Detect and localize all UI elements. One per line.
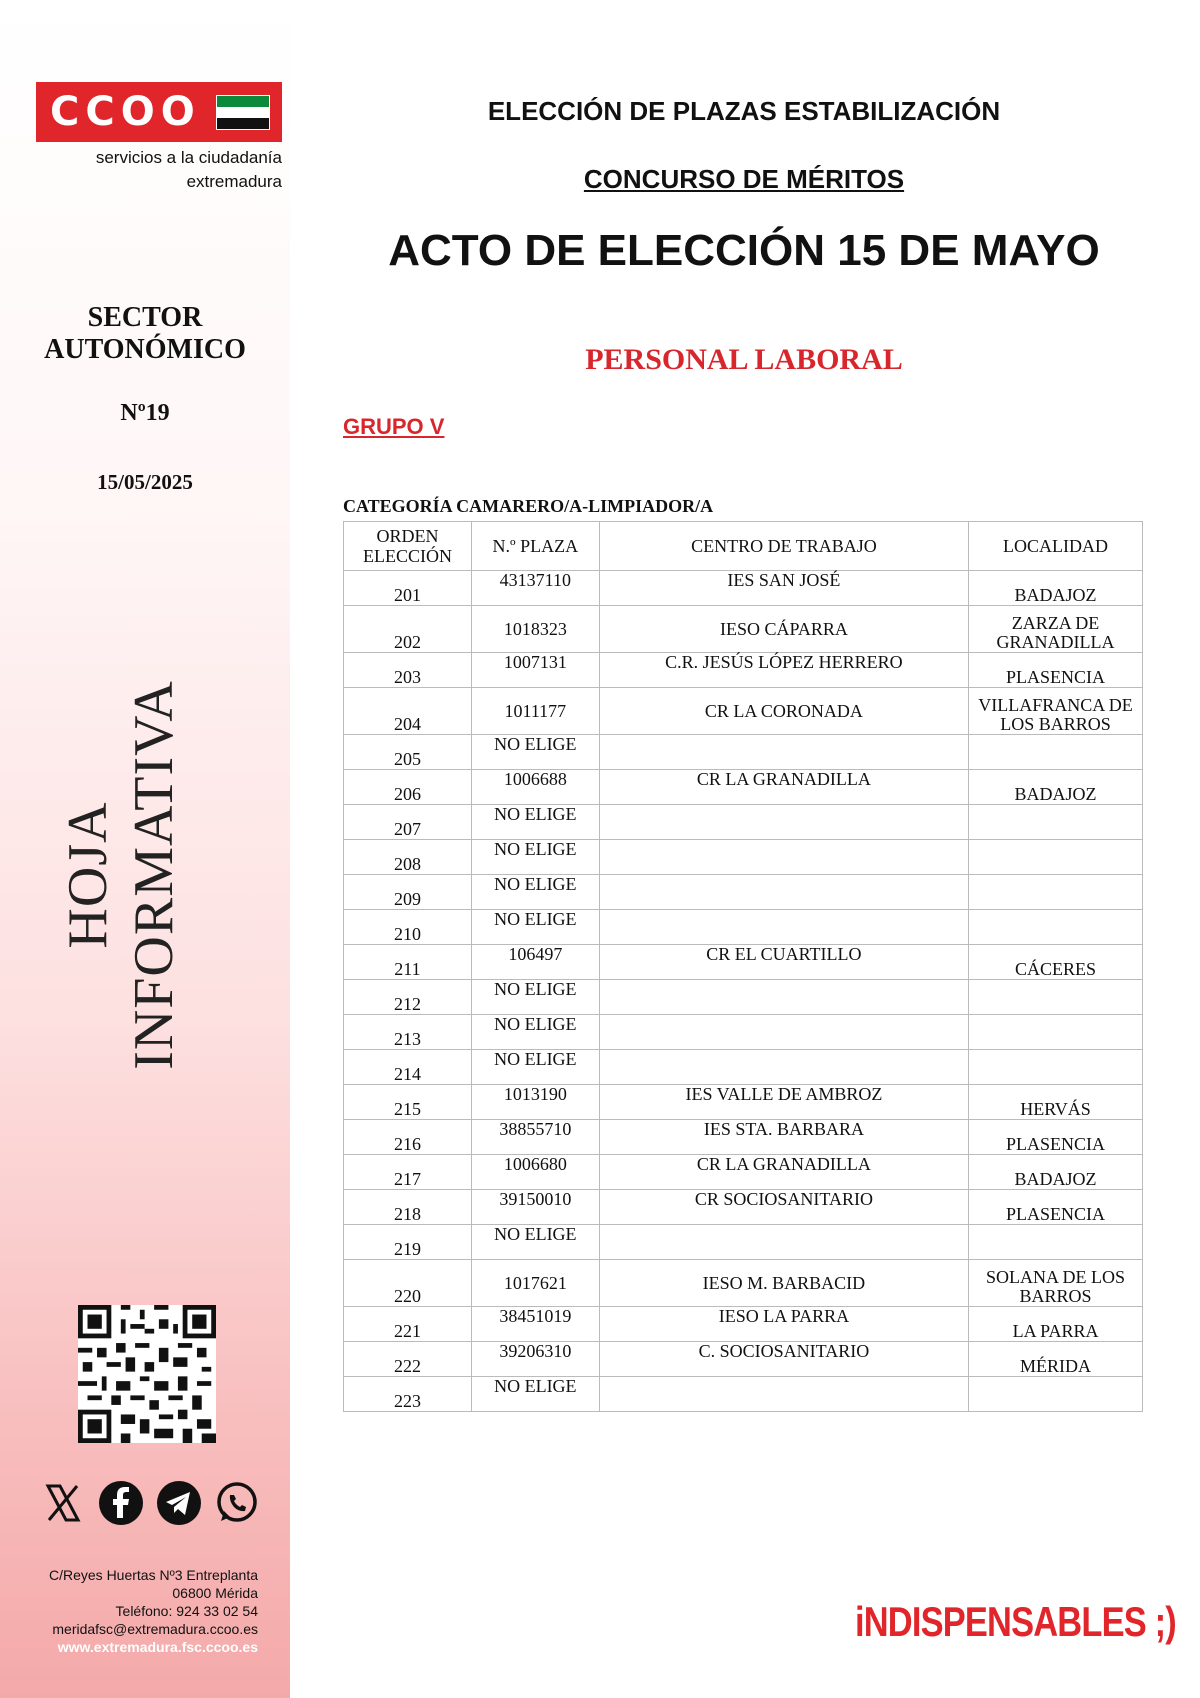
categoria-heading: CATEGORÍA CAMARERO/A-LIMPIADOR/A [343, 496, 714, 516]
cell-localidad: BADAJOZ [969, 1155, 1143, 1190]
cell-centro: IES STA. BARBARA [599, 1120, 968, 1155]
cell-orden: 223 [344, 1377, 472, 1412]
cell-orden: 212 [344, 980, 472, 1015]
cell-centro: IESO LA PARRA [599, 1307, 968, 1342]
table-row [344, 1377, 1143, 1412]
cell-centro [599, 875, 968, 910]
address-web[interactable]: www.extremadura.fsc.ccoo.es [57, 1639, 258, 1655]
logo-subtitle [36, 146, 282, 194]
table-row [344, 1015, 1143, 1050]
cell-orden: 217 [344, 1155, 472, 1190]
cell-localidad [969, 1225, 1143, 1260]
cell-localidad [969, 980, 1143, 1015]
cell-orden: 201 [344, 571, 472, 606]
address-phone: Teléfono: 924 33 02 54 [115, 1603, 258, 1619]
table-row [344, 1120, 1143, 1155]
cell-localidad [969, 805, 1143, 840]
cell-plaza: NO ELIGE [471, 840, 599, 875]
issue-date: 15/05/2025 [97, 470, 193, 494]
doc-subtitle [340, 164, 1148, 195]
cell-plaza: 43137110 [471, 571, 599, 606]
cell-localidad [969, 840, 1143, 875]
cell-centro: IESO CÁPARRA [599, 606, 968, 653]
cell-centro [599, 1050, 968, 1085]
hoja-informativa-label [55, 650, 187, 1100]
cell-centro: IESO M. BARBACID [599, 1260, 968, 1307]
cell-plaza: 1018323 [471, 606, 599, 653]
cell-localidad: SOLANA DE LOS BARROS [969, 1260, 1143, 1307]
address-email[interactable]: meridafsc@extremadura.ccoo.es [52, 1621, 258, 1637]
cell-localidad: PLASENCIA [969, 1120, 1143, 1155]
indispensables-slogan: iNDISPENSABLES ;) [855, 1598, 1176, 1645]
col-orden-header [344, 522, 472, 571]
doc-title: ELECCIÓN DE PLAZAS ESTABILIZACIÓN [487, 96, 1001, 126]
cell-plaza: 106497 [471, 945, 599, 980]
table-header-row [344, 522, 1143, 571]
logo-subtitle-line2: extremadura [186, 172, 282, 191]
cell-centro: CR SOCIOSANITARIO [599, 1190, 968, 1225]
logo-subtitle-line1: servicios a la ciudadanía [95, 148, 282, 167]
cell-plaza: NO ELIGE [471, 735, 599, 770]
cell-orden: 206 [344, 770, 472, 805]
cell-centro: IES VALLE DE AMBROZ [599, 1085, 968, 1120]
sector-label [20, 302, 270, 366]
col-plaza-header: N.º PLAZA [471, 522, 599, 571]
facebook-icon[interactable] [98, 1480, 144, 1526]
doc-heading: ACTO DE ELECCIÓN 15 DE MAYO [388, 226, 1100, 275]
cell-centro [599, 1377, 968, 1412]
table-row [344, 1342, 1143, 1377]
cell-localidad: PLASENCIA [969, 1190, 1143, 1225]
table-row [344, 805, 1143, 840]
table-row [344, 1225, 1143, 1260]
table-row [344, 606, 1143, 653]
doc-subtitle-text: CONCURSO DE MÉRITOS [583, 164, 905, 194]
cell-plaza: NO ELIGE [471, 1050, 599, 1085]
col-orden-header-line1: ORDEN [376, 526, 439, 546]
social-links [40, 1480, 260, 1528]
cell-centro [599, 1225, 968, 1260]
cell-plaza: 1013190 [471, 1085, 599, 1120]
cell-plaza: NO ELIGE [471, 910, 599, 945]
cell-orden: 216 [344, 1120, 472, 1155]
cell-plaza: NO ELIGE [471, 875, 599, 910]
cell-plaza: NO ELIGE [471, 1225, 599, 1260]
table-row [344, 1190, 1143, 1225]
col-orden-header-line2: ELECCIÓN [362, 546, 452, 566]
cell-plaza: 39206310 [471, 1342, 599, 1377]
cell-plaza: 38451019 [471, 1307, 599, 1342]
address-line1: C/Reyes Huertas Nº3 Entreplanta [49, 1567, 258, 1583]
cell-orden: 210 [344, 910, 472, 945]
cell-orden: 219 [344, 1225, 472, 1260]
cell-orden: 208 [344, 840, 472, 875]
cell-plaza: 1011177 [471, 688, 599, 735]
extremadura-flag-icon [216, 95, 270, 130]
table-row [344, 735, 1143, 770]
plazas-table [343, 521, 1143, 1412]
cell-centro [599, 805, 968, 840]
vertical-line1: HOJA [57, 801, 119, 949]
table-row [344, 688, 1143, 735]
cell-centro: C.R. JESÚS LÓPEZ HERRERO [599, 653, 968, 688]
table-row [344, 653, 1143, 688]
cell-centro [599, 980, 968, 1015]
cell-centro [599, 910, 968, 945]
cell-plaza: NO ELIGE [471, 1377, 599, 1412]
table-row [344, 980, 1143, 1015]
address-line2: 06800 Mérida [172, 1585, 258, 1601]
cell-centro: IES SAN JOSÉ [599, 571, 968, 606]
cell-plaza: NO ELIGE [471, 980, 599, 1015]
cell-orden: 214 [344, 1050, 472, 1085]
cell-centro: CR LA GRANADILLA [599, 1155, 968, 1190]
table-row [344, 770, 1143, 805]
cell-plaza: 1017621 [471, 1260, 599, 1307]
sector-line1: SECTOR [87, 302, 203, 333]
cell-centro [599, 1015, 968, 1050]
cell-plaza: NO ELIGE [471, 805, 599, 840]
table-row [344, 1050, 1143, 1085]
cell-orden: 221 [344, 1307, 472, 1342]
cell-localidad: PLASENCIA [969, 653, 1143, 688]
table-row [344, 571, 1143, 606]
cell-orden: 218 [344, 1190, 472, 1225]
whatsapp-icon[interactable] [214, 1480, 260, 1526]
logo-text: CCOO [50, 89, 201, 135]
cell-plaza: NO ELIGE [471, 1015, 599, 1050]
sector-line2: AUTONÓMICO [44, 334, 246, 365]
cell-localidad: HERVÁS [969, 1085, 1143, 1120]
table-row [344, 1085, 1143, 1120]
table-row [344, 1155, 1143, 1190]
issue-number: Nº19 [120, 400, 170, 426]
cell-localidad [969, 875, 1143, 910]
table-row [344, 875, 1143, 910]
cell-orden: 222 [344, 1342, 472, 1377]
x-icon[interactable] [40, 1480, 86, 1526]
table-row [344, 1260, 1143, 1307]
cell-localidad: VILLAFRANCA DE LOS BARROS [969, 688, 1143, 735]
qr-code-icon[interactable] [78, 1305, 216, 1443]
telegram-icon[interactable] [156, 1480, 202, 1526]
table-row [344, 910, 1143, 945]
cell-localidad: BADAJOZ [969, 770, 1143, 805]
cell-localidad: MÉRIDA [969, 1342, 1143, 1377]
cell-localidad [969, 735, 1143, 770]
cell-localidad [969, 1050, 1143, 1085]
cell-centro: C. SOCIOSANITARIO [599, 1342, 968, 1377]
cell-localidad: CÁCERES [969, 945, 1143, 980]
cell-centro: CR LA GRANADILLA [599, 770, 968, 805]
cell-localidad: LA PARRA [969, 1307, 1143, 1342]
cell-plaza: 38855710 [471, 1120, 599, 1155]
cell-localidad: ZARZA DE GRANADILLA [969, 606, 1143, 653]
cell-orden: 220 [344, 1260, 472, 1307]
cell-orden: 207 [344, 805, 472, 840]
cell-centro: CR LA CORONADA [599, 688, 968, 735]
table-row [344, 1307, 1143, 1342]
col-localidad-header: LOCALIDAD [969, 522, 1143, 571]
grupo-heading: GRUPO V [343, 414, 445, 439]
cell-orden: 211 [344, 945, 472, 980]
cell-plaza: 1006680 [471, 1155, 599, 1190]
cell-orden: 203 [344, 653, 472, 688]
cell-orden: 213 [344, 1015, 472, 1050]
cell-plaza: 1007131 [471, 653, 599, 688]
cell-localidad [969, 910, 1143, 945]
cell-localidad [969, 1015, 1143, 1050]
ccoo-logo [36, 82, 282, 142]
sidebar [0, 0, 290, 1698]
cell-localidad [969, 1377, 1143, 1412]
cell-localidad: BADAJOZ [969, 571, 1143, 606]
personal-laboral-heading: PERSONAL LABORAL [585, 343, 903, 376]
cell-orden: 209 [344, 875, 472, 910]
cell-orden: 204 [344, 688, 472, 735]
cell-plaza: 39150010 [471, 1190, 599, 1225]
vertical-line2: INFORMATIVA [123, 680, 185, 1070]
cell-plaza: 1006688 [471, 770, 599, 805]
cell-orden: 215 [344, 1085, 472, 1120]
cell-orden: 202 [344, 606, 472, 653]
cell-centro: CR EL CUARTILLO [599, 945, 968, 980]
table-row [344, 945, 1143, 980]
cell-centro [599, 735, 968, 770]
contact-address [0, 1566, 258, 1656]
cell-orden: 205 [344, 735, 472, 770]
cell-centro [599, 840, 968, 875]
table-row [344, 840, 1143, 875]
col-centro-header: CENTRO DE TRABAJO [599, 522, 968, 571]
